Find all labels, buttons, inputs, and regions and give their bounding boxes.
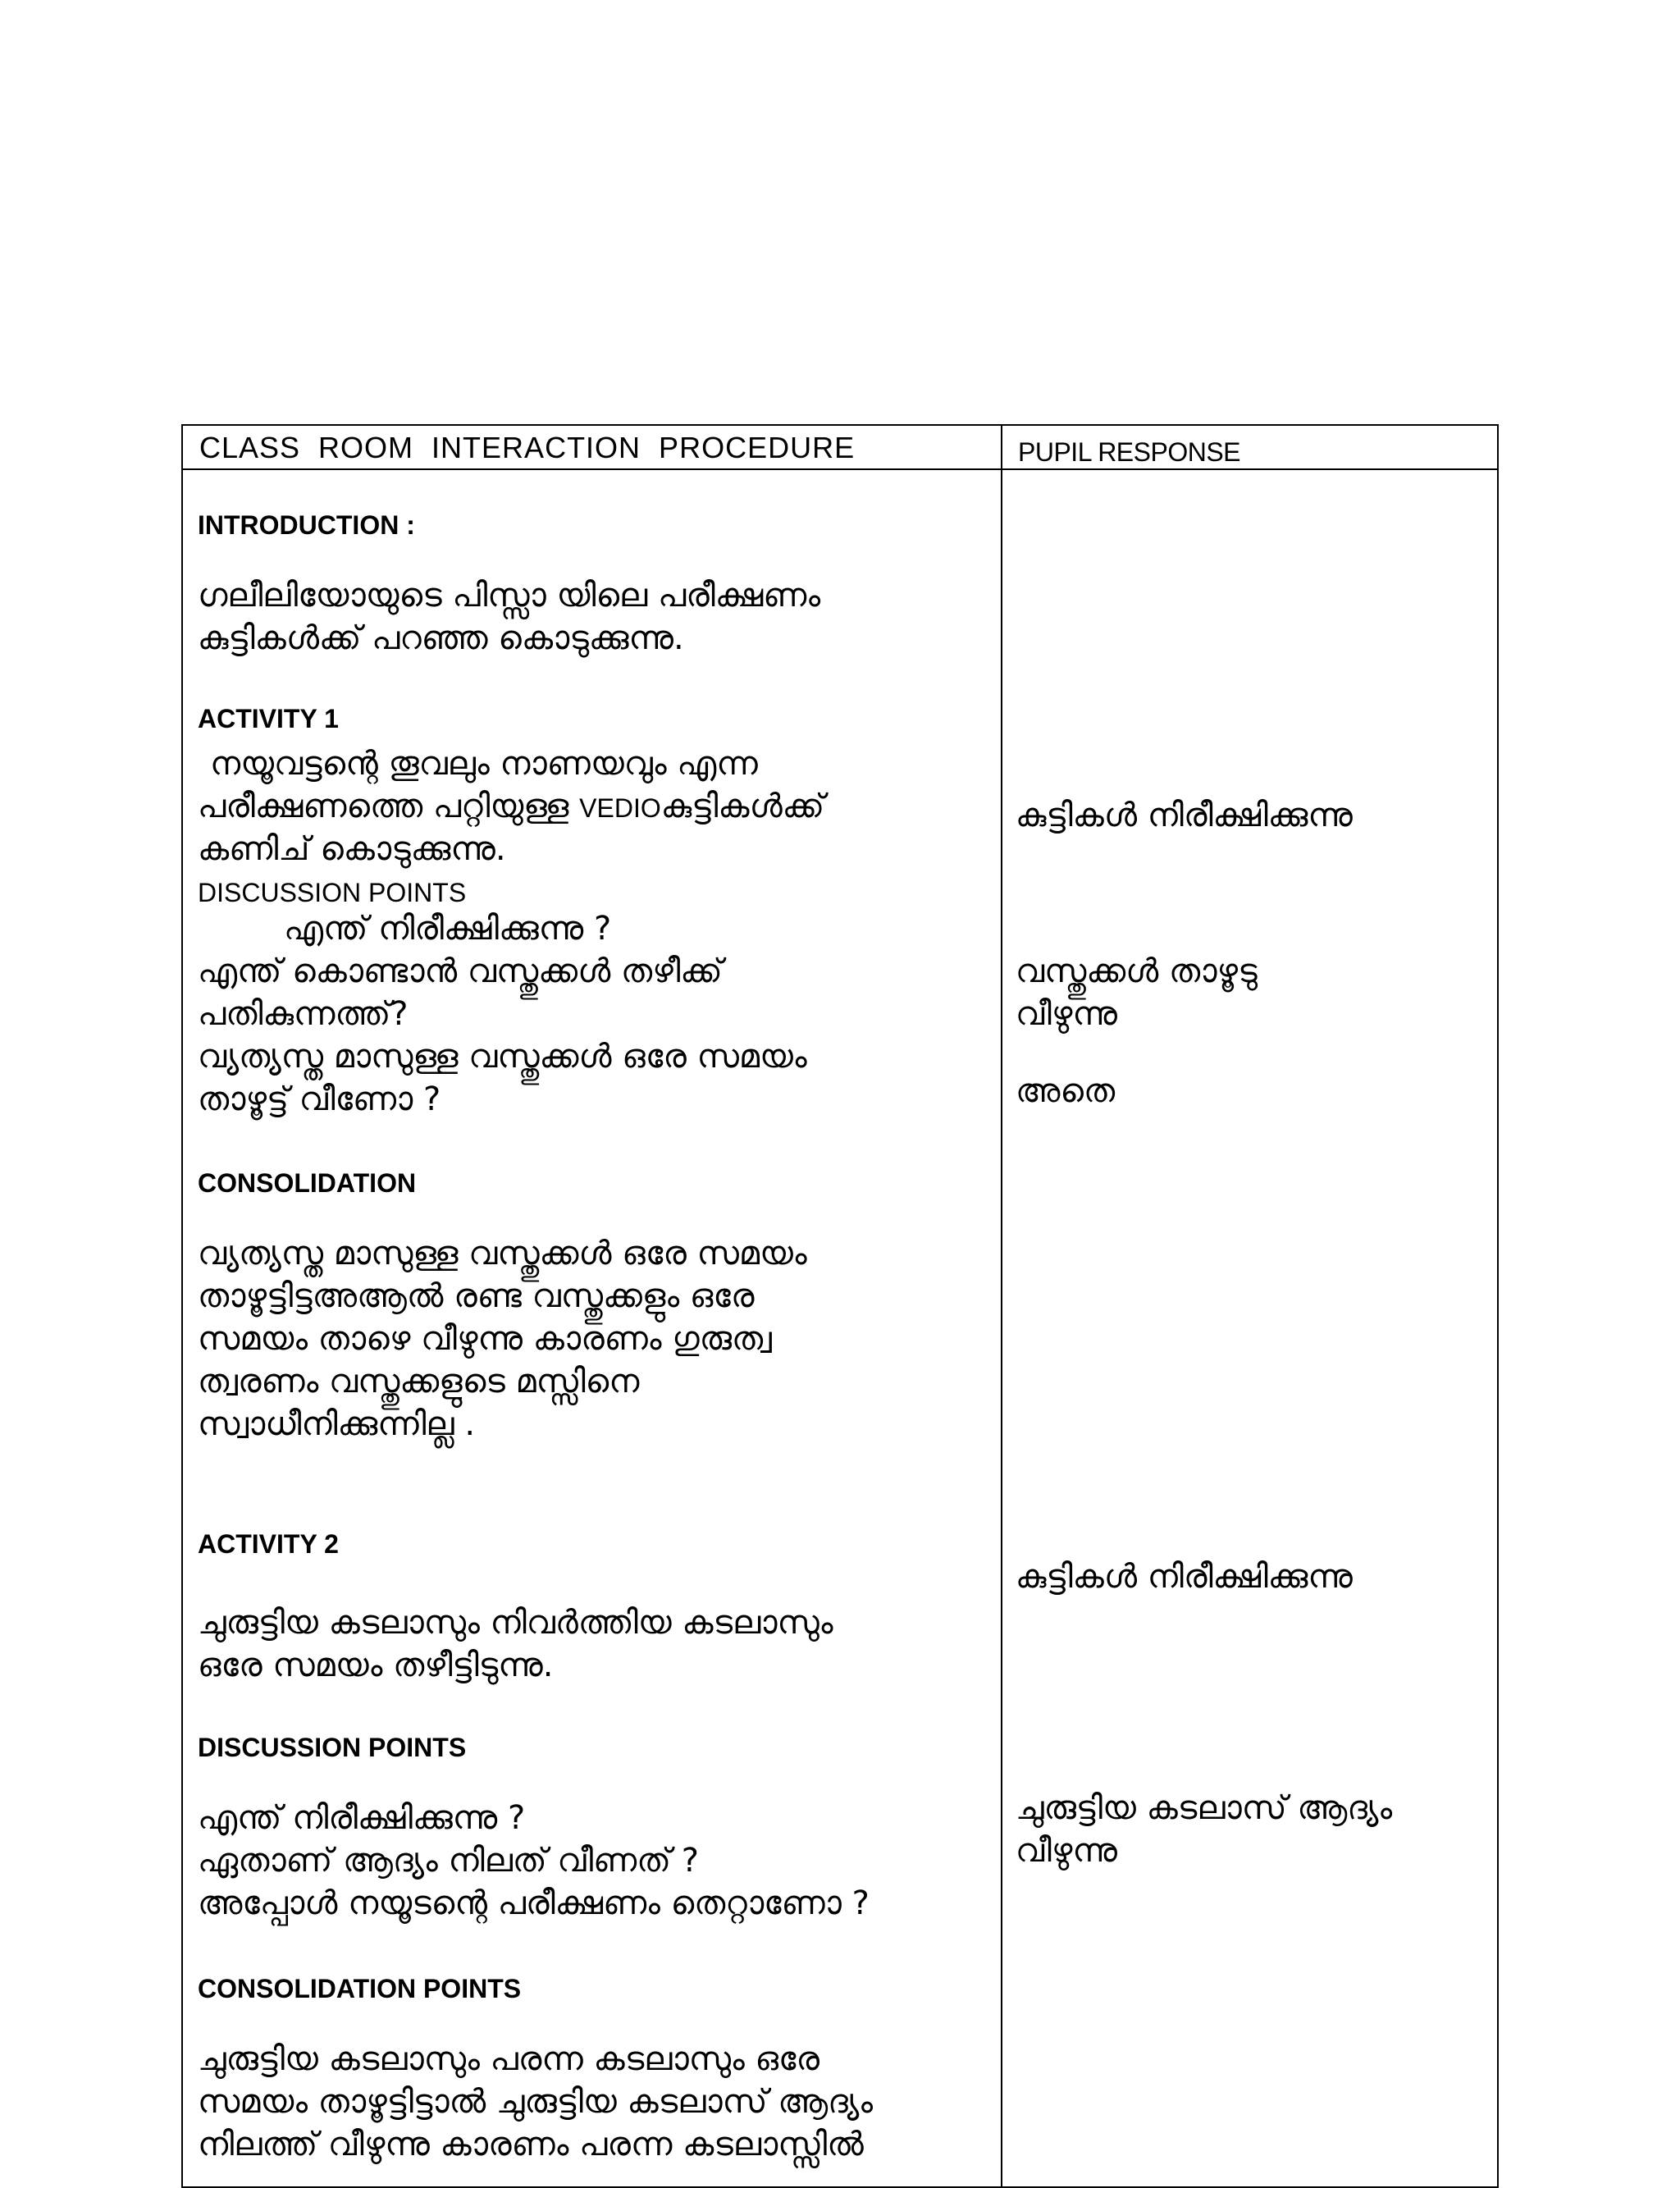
- introduction-line: കുട്ടികൾക്ക് പറഞ്ഞ കൊടുക്കുന്നു.: [198, 619, 684, 657]
- activity1-video-word: VEDIO: [579, 793, 661, 823]
- activity1-line: നയൂവട്ടന്റെ തൂവലും നാണയവും എന്ന: [210, 745, 758, 783]
- consolidation1-line: സ്വാധീനിക്കുന്നില്ല .: [198, 1405, 476, 1443]
- discussion1-question: വ്യത്യസ്ത മാസുള്ള വസ്തുക്കൾ ഒരേ സമയം: [198, 1038, 807, 1076]
- consolidation2-line: ചുരുട്ടിയ കടലാസും പരന്ന കടലാസും ഒരേ: [198, 2040, 820, 2078]
- consolidation1-line: വ്യത്യസ്ത മാസുള്ള വസ്തുക്കൾ ഒരേ സമയം: [198, 1235, 807, 1272]
- discussion1-question: താഴൂട്ട് വീണോ ?: [198, 1080, 441, 1118]
- discussion2-question: അപ്പോൾ നയൂടന്റെ പരീക്ഷണം തെറ്റാണോ ?: [198, 1884, 870, 1922]
- discussion2-question: എന്ത് നിരീക്ഷിക്കുന്നു ?: [198, 1799, 526, 1837]
- pupil-response: കുട്ടികൾ നിരീക്ഷിക്കുന്നു: [1016, 1558, 1353, 1596]
- activity1-text: കുട്ടികൾക്ക്: [660, 788, 825, 825]
- discussion1-heading: DISCUSSION POINTS: [198, 878, 467, 907]
- activity2-line: ഒരേ സമയം തഴീട്ടിടുന്നു.: [198, 1647, 554, 1684]
- discussion1-question: എന്ത് കൊണ്ടാൻ വസ്തുക്കൾ തഴീക്ക്: [198, 952, 723, 990]
- introduction-line: ഗലീലിയോയുടെ പിസ്സാ യിലെ പരീക്ഷണം: [198, 577, 821, 614]
- consolidation1-line: താഴൂട്ടിട്ടഅആൽ രണ്ട വസ്തുക്കളും ഒരേ: [198, 1277, 755, 1315]
- introduction-heading: INTRODUCTION :: [198, 510, 415, 540]
- pupil-response: വസ്തുക്കൾ താഴൂടു: [1016, 952, 1258, 990]
- column-divider: [1001, 426, 1002, 2186]
- activity1-line: [198, 785, 824, 829]
- consolidation2-line: സമയം താഴൂട്ടിട്ടാൽ ചുരുട്ടിയ കടലാസ് ആദ്യം: [198, 2083, 874, 2121]
- consolidation2-line: നിലത്ത് വീഴുന്നു കാരണം പരന്ന കടലാസ്സിൽ: [198, 2126, 864, 2163]
- activity2-heading: ACTIVITY 2: [198, 1529, 339, 1559]
- discussion1-question: പതികുന്നത്ത്?: [198, 995, 409, 1033]
- consolidation1-line: ത്വരണം വസ്തുക്കളുടെ മസ്സിനെ: [198, 1363, 640, 1400]
- pupil-response: കുട്ടികൾ നിരീക്ഷിക്കുന്നു: [1016, 797, 1353, 834]
- activity1-text: പരീക്ഷണത്തെ പറ്റിയുള്ള: [198, 788, 569, 825]
- discussion1-question: എന്ത് നിരീക്ഷിക്കുന്നു ?: [284, 910, 612, 948]
- procedure-column-header: CLASS ROOM INTERACTION PROCEDURE: [199, 431, 856, 464]
- discussion2-question: ഏതാണ് ആദ്യം നിലത് വീണത് ?: [198, 1842, 699, 1880]
- consolidation1-heading: CONSOLIDATION: [198, 1168, 417, 1198]
- header-divider: [183, 468, 1497, 470]
- activity1-heading: ACTIVITY 1: [198, 704, 339, 733]
- consolidation1-line: സമയം താഴെ വീഴുന്നു കാരണം ഗുരുത്വ: [198, 1320, 772, 1358]
- consolidation2-heading: CONSOLIDATION POINTS: [198, 1974, 522, 2003]
- activity1-line: കണിച് കൊടുക്കുന്നു.: [198, 830, 506, 868]
- discussion2-heading: DISCUSSION POINTS: [198, 1733, 467, 1762]
- pupil-response: അതെ: [1016, 1072, 1116, 1110]
- response-column-header: PUPIL RESPONSE: [1018, 437, 1241, 467]
- pupil-response: ചുരുട്ടിയ കടലാസ് ആദ്യം: [1016, 1789, 1393, 1827]
- pupil-response: വീഴുന്നു: [1016, 1832, 1117, 1870]
- pupil-response: വീഴുന്നു: [1016, 995, 1117, 1033]
- activity2-line: ചുരുട്ടിയ കടലാസും നിവർത്തിയ കടലാസും: [198, 1604, 833, 1642]
